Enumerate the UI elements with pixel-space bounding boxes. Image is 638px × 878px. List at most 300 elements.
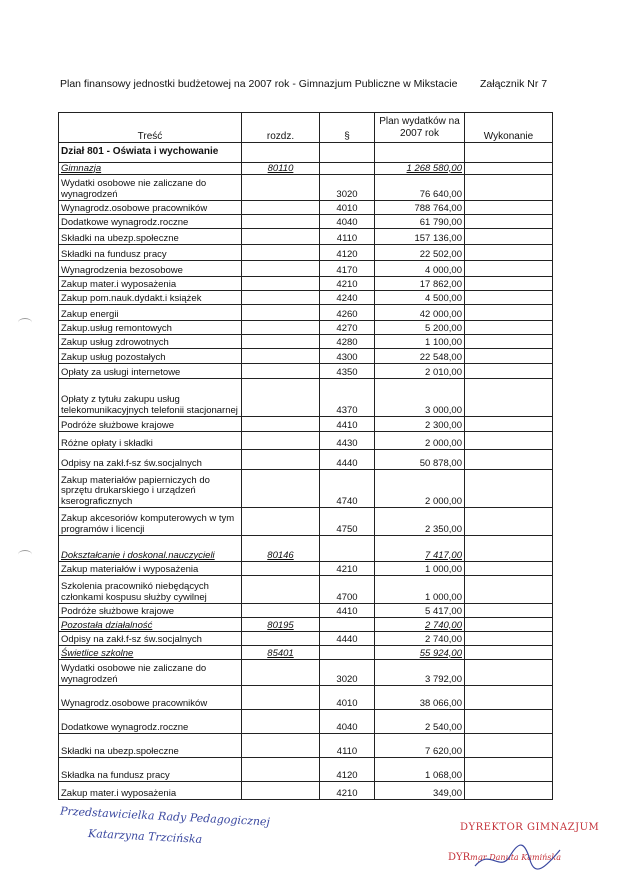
table-row	[59, 277, 553, 291]
row-name	[59, 470, 242, 508]
row-plan-text: 76 640,00	[419, 188, 462, 200]
row-paragraph	[320, 175, 375, 201]
row-wykonanie	[465, 163, 553, 175]
row-plan-text: 38 066,00	[419, 697, 462, 709]
row-rozdz	[242, 470, 320, 508]
row-name-text: Składka na fundusz pracy	[61, 769, 170, 781]
row-plan	[375, 163, 465, 175]
row-plan-text: 1 268 580,00	[406, 162, 462, 174]
row-plan	[375, 734, 465, 758]
row-plan-text: 1 000,00	[425, 591, 462, 603]
row-paragraph	[320, 432, 375, 450]
row-name	[59, 321, 242, 335]
row-name-text: Zakup materiałów i wyposażenia	[61, 563, 199, 575]
row-name-text: Zakup.usług remontowych	[61, 322, 172, 334]
row-wykonanie	[465, 229, 553, 245]
table-row	[59, 734, 553, 758]
row-wykonanie	[465, 646, 553, 660]
row-plan	[375, 660, 465, 686]
row-wykonanie	[465, 277, 553, 291]
row-name-text: Opłaty z tytułu zakupu usług telekomunikacyjnych telefonii stacjonarnej	[61, 394, 238, 416]
chapter-row	[59, 536, 553, 562]
row-name	[59, 432, 242, 450]
row-wykonanie	[465, 618, 553, 632]
row-paragraph-text: 4270	[336, 322, 358, 334]
row-wykonanie	[465, 450, 553, 470]
row-plan-text: 50 878,00	[419, 457, 462, 469]
row-name	[59, 417, 242, 432]
row-plan	[375, 305, 465, 321]
row-name-text: Odpisy na zakł.f-sz św.socjalnych	[61, 457, 202, 469]
row-rozdz	[242, 229, 320, 245]
row-name	[59, 536, 242, 562]
row-plan	[375, 470, 465, 508]
row-name	[59, 277, 242, 291]
row-name	[59, 734, 242, 758]
annex-label: Załącznik Nr 7	[480, 78, 548, 90]
row-name	[59, 660, 242, 686]
row-rozdz	[242, 201, 320, 215]
row-name	[59, 508, 242, 536]
row-paragraph	[320, 277, 375, 291]
row-rozdz	[242, 215, 320, 229]
row-name-text: Zakup pom.nauk.dydakt.i książek	[61, 292, 202, 304]
row-name-text: Wynagrodz.osobowe pracowników	[61, 202, 208, 214]
row-plan-text: 2 740,00	[425, 619, 462, 631]
row-name	[59, 305, 242, 321]
row-rozdz	[242, 450, 320, 470]
row-plan-text: 55 924,00	[419, 647, 462, 659]
row-plan-text: 7 417,00	[425, 549, 462, 561]
row-plan	[375, 261, 465, 277]
row-name-text: Podróże służbowe krajowe	[61, 605, 175, 617]
row-paragraph	[320, 215, 375, 229]
row-wykonanie	[465, 261, 553, 277]
table-row	[59, 660, 553, 686]
row-plan-text: 2 000,00	[425, 437, 462, 449]
table-row	[59, 632, 553, 646]
table-row	[59, 291, 553, 305]
row-paragraph	[320, 536, 375, 562]
row-rozdz	[242, 379, 320, 417]
table-row	[59, 245, 553, 261]
row-paragraph-text: 4300	[336, 351, 358, 363]
row-rozdz	[242, 562, 320, 576]
row-rozdz	[242, 364, 320, 379]
row-rozdz	[242, 508, 320, 536]
row-plan-text: 42 000,00	[419, 308, 462, 320]
chapter-row	[59, 646, 553, 660]
row-plan-text: 2 350,00	[425, 523, 462, 535]
row-paragraph	[320, 646, 375, 660]
row-plan-text: 2 300,00	[425, 419, 462, 431]
row-name-text: Opłaty za usługi internetowe	[61, 366, 181, 378]
row-wykonanie	[465, 432, 553, 450]
row-name-text: Zakup energii	[61, 308, 119, 320]
row-plan	[375, 335, 465, 349]
table-row	[59, 758, 553, 782]
document-title: Plan finansowy jednostki budżetowej na 2007 rok - Gimnazjum Publiczne w Mikstacie	[60, 78, 458, 90]
row-paragraph-text: 4350	[336, 366, 358, 378]
row-name-text: Wynagrodz.osobowe pracowników	[61, 697, 208, 709]
row-paragraph-text: 4260	[336, 308, 358, 320]
row-rozdz-text: 85401	[267, 647, 294, 659]
row-name-text: Wydatki osobowe nie zaliczane do wynagrodzeń	[61, 663, 207, 685]
row-plan	[375, 379, 465, 417]
row-name	[59, 632, 242, 646]
row-plan	[375, 215, 465, 229]
row-plan	[375, 201, 465, 215]
row-paragraph-text: 4240	[336, 292, 358, 304]
row-paragraph	[320, 782, 375, 800]
row-plan	[375, 576, 465, 604]
row-plan-text: 349,00	[432, 787, 462, 799]
row-name	[59, 379, 242, 417]
table-row	[59, 576, 553, 604]
row-paragraph-text: 4370	[336, 404, 358, 416]
row-paragraph	[320, 335, 375, 349]
row-rozdz-text: 80195	[267, 619, 294, 631]
row-plan	[375, 277, 465, 291]
row-plan	[375, 536, 465, 562]
row-paragraph	[320, 417, 375, 432]
row-name-text: Szkolenia pracownikó niebędących członkami kospusu służby cywilnej	[61, 581, 209, 603]
row-name	[59, 618, 242, 632]
row-name	[59, 604, 242, 618]
row-plan-text: 3 792,00	[425, 673, 462, 685]
row-plan-text: 157 136,00	[414, 232, 462, 244]
row-name	[59, 782, 242, 800]
row-rozdz	[242, 291, 320, 305]
row-paragraph-text: 4010	[336, 202, 358, 214]
row-paragraph-text: 4110	[336, 232, 358, 244]
row-plan-text: 4 500,00	[425, 292, 462, 304]
row-plan-text: 7 620,00	[425, 745, 462, 757]
row-wykonanie	[465, 470, 553, 508]
row-paragraph-text: 4440	[336, 457, 358, 469]
table-row	[59, 686, 553, 710]
row-rozdz	[242, 417, 320, 432]
row-plan	[375, 364, 465, 379]
row-name	[59, 686, 242, 710]
row-paragraph	[320, 163, 375, 175]
row-name-text: Świetlice szkolne	[61, 647, 134, 659]
row-paragraph-text: 4440	[336, 633, 358, 645]
row-paragraph	[320, 245, 375, 261]
row-paragraph-text: 4040	[336, 721, 358, 733]
handwritten-representative-label: Przedstawicielka Rady Pedagogicznej	[59, 804, 271, 829]
row-name	[59, 364, 242, 379]
table-row	[59, 305, 553, 321]
row-paragraph-text: 4410	[336, 419, 358, 431]
row-plan	[375, 782, 465, 800]
row-paragraph	[320, 632, 375, 646]
row-name	[59, 758, 242, 782]
row-paragraph-text: 4010	[336, 697, 358, 709]
col-header-wykonanie: Wykonanie	[465, 113, 553, 143]
row-name	[59, 215, 242, 229]
table-row	[59, 432, 553, 450]
row-plan-text: 61 790,00	[419, 216, 462, 228]
row-plan-text: 4 000,00	[425, 264, 462, 276]
row-plan	[375, 291, 465, 305]
row-rozdz	[242, 432, 320, 450]
row-paragraph-text: 4280	[336, 336, 358, 348]
row-name-text: Podróże służbowe krajowe	[61, 419, 175, 431]
row-wykonanie	[465, 660, 553, 686]
table-row	[59, 562, 553, 576]
row-plan	[375, 321, 465, 335]
chapter-row	[59, 163, 553, 175]
col-header-rozdz: rozdz.	[242, 113, 320, 143]
row-name-text: Zakup usług zdrowotnych	[61, 336, 169, 348]
row-name	[59, 163, 242, 175]
row-name	[59, 201, 242, 215]
row-paragraph	[320, 576, 375, 604]
row-plan-text: 2 740,00	[425, 633, 462, 645]
row-paragraph-text: 4170	[336, 264, 358, 276]
col-header-tresc: Treść	[59, 113, 242, 143]
row-plan	[375, 646, 465, 660]
row-wykonanie	[465, 291, 553, 305]
row-plan	[375, 758, 465, 782]
handwritten-representative-name: Katarzyna Trzcińska	[87, 827, 203, 846]
table-row	[59, 710, 553, 734]
section-title: Dział 801 - Oświata i wychowanie	[59, 143, 242, 163]
row-wykonanie	[465, 536, 553, 562]
row-rozdz	[242, 305, 320, 321]
row-wykonanie	[465, 335, 553, 349]
row-rozdz	[242, 245, 320, 261]
row-wykonanie	[465, 201, 553, 215]
row-name-text: Zakup mater.i wyposażenia	[61, 278, 177, 290]
row-plan-text: 22 548,00	[419, 351, 462, 363]
row-name	[59, 261, 242, 277]
row-wykonanie	[465, 562, 553, 576]
row-wykonanie	[465, 175, 553, 201]
row-name	[59, 646, 242, 660]
row-rozdz-text: 80110	[267, 162, 294, 174]
row-wykonanie	[465, 215, 553, 229]
row-paragraph	[320, 710, 375, 734]
row-paragraph-text: 4210	[336, 787, 358, 799]
row-wykonanie	[465, 305, 553, 321]
row-wykonanie	[465, 710, 553, 734]
row-paragraph	[320, 229, 375, 245]
table-row	[59, 782, 553, 800]
row-wykonanie	[465, 321, 553, 335]
table-row	[59, 261, 553, 277]
row-rozdz-text: 80146	[267, 549, 294, 561]
row-paragraph-text: 4210	[336, 278, 358, 290]
row-rozdz	[242, 175, 320, 201]
row-paragraph-text: 4120	[336, 769, 358, 781]
row-rozdz	[242, 536, 320, 562]
row-paragraph	[320, 604, 375, 618]
table-row	[59, 215, 553, 229]
row-paragraph-text: 4410	[336, 605, 358, 617]
row-wykonanie	[465, 758, 553, 782]
row-paragraph	[320, 660, 375, 686]
row-name	[59, 335, 242, 349]
row-plan	[375, 245, 465, 261]
row-plan-text: 1 100,00	[425, 336, 462, 348]
row-paragraph	[320, 321, 375, 335]
table-row	[59, 470, 553, 508]
row-plan-text: 2 540,00	[425, 721, 462, 733]
row-plan	[375, 508, 465, 536]
row-paragraph	[320, 734, 375, 758]
table-row	[59, 508, 553, 536]
row-wykonanie	[465, 734, 553, 758]
row-name-text: Dodatkowe wynagrodz.roczne	[61, 721, 189, 733]
table-row	[59, 379, 553, 417]
row-name-text: Wydatki osobowe nie zaliczane do wynagrodzeń	[61, 178, 207, 200]
row-plan	[375, 562, 465, 576]
row-wykonanie	[465, 604, 553, 618]
row-name-text: Składki na fundusz pracy	[61, 248, 167, 260]
punch-hole-mark	[18, 550, 32, 559]
row-paragraph	[320, 305, 375, 321]
row-rozdz	[242, 646, 320, 660]
table-row	[59, 604, 553, 618]
row-paragraph-text: 4750	[336, 523, 358, 535]
row-rozdz	[242, 710, 320, 734]
row-wykonanie	[465, 686, 553, 710]
row-paragraph	[320, 470, 375, 508]
row-plan	[375, 175, 465, 201]
row-wykonanie	[465, 508, 553, 536]
row-paragraph-text: 4120	[336, 248, 358, 260]
row-plan-text: 788 764,00	[414, 202, 462, 214]
row-name-text: Wynagrodzenia bezosobowe	[61, 264, 183, 276]
row-wykonanie	[465, 632, 553, 646]
row-plan-text: 1 068,00	[425, 769, 462, 781]
row-plan-text: 3 000,00	[425, 404, 462, 416]
row-paragraph	[320, 364, 375, 379]
row-name-text: Gimnazja	[61, 162, 102, 174]
row-paragraph-text: 4110	[336, 745, 358, 757]
director-stamp-title: DYREKTOR GIMNAZJUM	[460, 822, 600, 833]
row-paragraph	[320, 562, 375, 576]
row-plan	[375, 686, 465, 710]
table-row	[59, 364, 553, 379]
row-wykonanie	[465, 576, 553, 604]
row-paragraph-text: 4700	[336, 591, 358, 603]
section-row	[59, 143, 553, 163]
row-name-text: Dokształcanie i doskonal.nauczycieli	[61, 549, 215, 561]
row-plan-text: 5 200,00	[425, 322, 462, 334]
row-name	[59, 229, 242, 245]
row-paragraph-text: 3020	[336, 673, 358, 685]
row-name	[59, 349, 242, 364]
row-wykonanie	[465, 379, 553, 417]
row-rozdz	[242, 277, 320, 291]
row-rozdz	[242, 335, 320, 349]
row-paragraph	[320, 618, 375, 632]
row-plan-text: 22 502,00	[419, 248, 462, 260]
row-rozdz	[242, 618, 320, 632]
row-plan	[375, 618, 465, 632]
row-rozdz	[242, 686, 320, 710]
row-plan	[375, 604, 465, 618]
row-paragraph	[320, 201, 375, 215]
row-paragraph	[320, 450, 375, 470]
row-name	[59, 562, 242, 576]
row-name	[59, 710, 242, 734]
row-rozdz	[242, 758, 320, 782]
row-paragraph	[320, 508, 375, 536]
row-paragraph	[320, 349, 375, 364]
row-name	[59, 291, 242, 305]
col-header-plan: Plan wydatków na 2007 rok	[375, 113, 465, 143]
row-wykonanie	[465, 245, 553, 261]
row-paragraph-text: 4740	[336, 495, 358, 507]
row-name	[59, 576, 242, 604]
table-row	[59, 349, 553, 364]
row-rozdz	[242, 321, 320, 335]
table-row	[59, 417, 553, 432]
row-name-text: Zakup usług pozostałych	[61, 351, 166, 363]
row-plan-text: 5 417,00	[425, 605, 462, 617]
table-row	[59, 175, 553, 201]
table-row	[59, 321, 553, 335]
row-paragraph-text: 4210	[336, 563, 358, 575]
row-paragraph-text: 4040	[336, 216, 358, 228]
row-paragraph-text: 3020	[336, 188, 358, 200]
budget-table	[58, 112, 553, 800]
row-name-text: Zakup akcesoriów komputerowych w tym programów i licencji	[61, 513, 235, 535]
stamp-name: mgr Danuta Kamińska	[470, 853, 562, 862]
row-plan	[375, 632, 465, 646]
punch-hole-mark	[18, 318, 32, 327]
row-paragraph	[320, 291, 375, 305]
table-row	[59, 450, 553, 470]
row-name-text: Pozostała działalność	[61, 619, 153, 631]
row-name-text: Zakup mater.i wyposażenia	[61, 787, 177, 799]
row-name	[59, 450, 242, 470]
row-paragraph-text: 4430	[336, 437, 358, 449]
row-plan	[375, 710, 465, 734]
row-plan	[375, 229, 465, 245]
row-paragraph	[320, 758, 375, 782]
row-rozdz	[242, 261, 320, 277]
signature-scribble	[470, 838, 570, 878]
row-wykonanie	[465, 782, 553, 800]
row-paragraph	[320, 379, 375, 417]
stamp-prefix: DYR	[448, 852, 471, 863]
row-rozdz	[242, 163, 320, 175]
row-plan	[375, 349, 465, 364]
table-row	[59, 229, 553, 245]
row-plan-text: 17 862,00	[419, 278, 462, 290]
row-plan	[375, 432, 465, 450]
row-plan	[375, 417, 465, 432]
row-plan	[375, 450, 465, 470]
row-plan-text: 2 010,00	[425, 366, 462, 378]
row-plan-text: 1 000,00	[425, 563, 462, 575]
row-rozdz	[242, 632, 320, 646]
row-name-text: Dodatkowe wynagrodz.roczne	[61, 216, 189, 228]
row-rozdz	[242, 349, 320, 364]
row-rozdz	[242, 576, 320, 604]
row-rozdz	[242, 782, 320, 800]
table-row	[59, 201, 553, 215]
row-name-text: Składki na ubezp.społeczne	[61, 232, 179, 244]
table-row	[59, 335, 553, 349]
row-rozdz	[242, 734, 320, 758]
table-header-row	[59, 113, 553, 143]
